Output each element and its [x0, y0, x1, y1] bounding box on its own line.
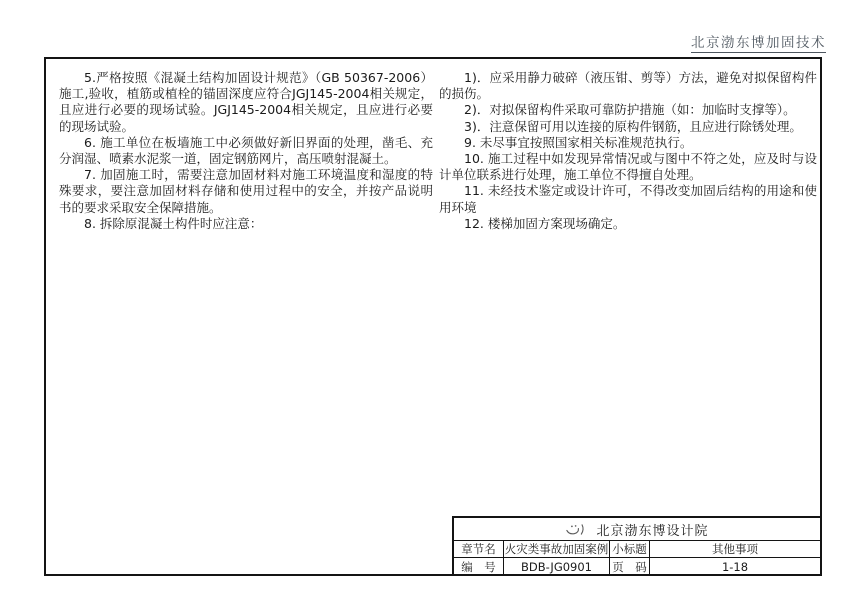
- subtitle-label-cell: 小标题: [610, 541, 650, 558]
- chapter-value-cell: 火灾类事故加固案例: [504, 542, 609, 556]
- paragraph: 5.严格按照《混凝土结构加固设计规范》（GB 50367-2006）施工,验收，植筋或植栓的锚固深度应符合JGJ145-2004相关规定，且应进行必要的现场试验。JGJ145-2004相关规定，且应进行必要的现场试验。: [59, 70, 433, 134]
- paragraph: 10. 施工过程中如发现异常情况或与图中不符之处，应及时与设计单位联系进行处理，施工单位不得擅自处理。: [439, 151, 817, 183]
- title-block-grid: [454, 541, 820, 575]
- paragraph: 1)．应采用静力破碎（液压钳、剪等）方法，避免对拟保留构件的损伤。: [439, 70, 817, 102]
- left-column: [59, 70, 433, 232]
- paragraph: 2)．对拟保留构件采取可靠防护措施（如：加临时支撑等）。: [464, 102, 796, 118]
- paragraph: 9. 未尽事宜按照国家相关标准规范执行。: [464, 134, 693, 150]
- title-block-company-row: [454, 518, 820, 541]
- chapter-label-cell: 章节名: [454, 541, 504, 558]
- subtitle-value-cell: 其他事项: [650, 541, 820, 558]
- title-block: [452, 516, 820, 574]
- paragraph: 3)．注意保留可用以连接的原构件钢筋，且应进行除锈处理。: [464, 118, 802, 134]
- running-header-title: 北京渤东博加固技术: [691, 31, 826, 53]
- paragraph: 11. 未经技术鉴定或设计许可，不得改变加固后结构的用途和使用环境: [439, 183, 817, 215]
- pagenum-value-cell: 1-18: [721, 559, 749, 574]
- page-frame: [44, 57, 822, 576]
- paragraph: 6. 施工单位在板墙施工中必须做好新旧界面的处理，凿毛、充分润湿、喷素水泥浆一道，固定钢筋网片，高压喷射混凝土。: [59, 134, 433, 167]
- paragraph: 7. 加固施工时，需要注意加固材料对施工环境温度和湿度的特殊要求，要注意加固材料存储和使用过程中的安全，并按产品说明书的要求采取安全保障措施。: [59, 167, 433, 215]
- company-name: 北京渤东博设计院: [596, 523, 709, 539]
- paragraph: 12. 楼梯加固方案现场确定。: [464, 215, 626, 231]
- right-column: [439, 70, 817, 232]
- number-label-cell: 编 号: [454, 558, 504, 575]
- pagenum-label-cell: 页 码: [610, 558, 650, 575]
- paragraph: 8. 拆除原混凝土构件时应注意：: [84, 215, 263, 231]
- signature-swoosh-icon: [565, 523, 589, 536]
- number-value-cell: BDB-JG0901: [504, 558, 610, 575]
- notes-text-area: [59, 70, 817, 232]
